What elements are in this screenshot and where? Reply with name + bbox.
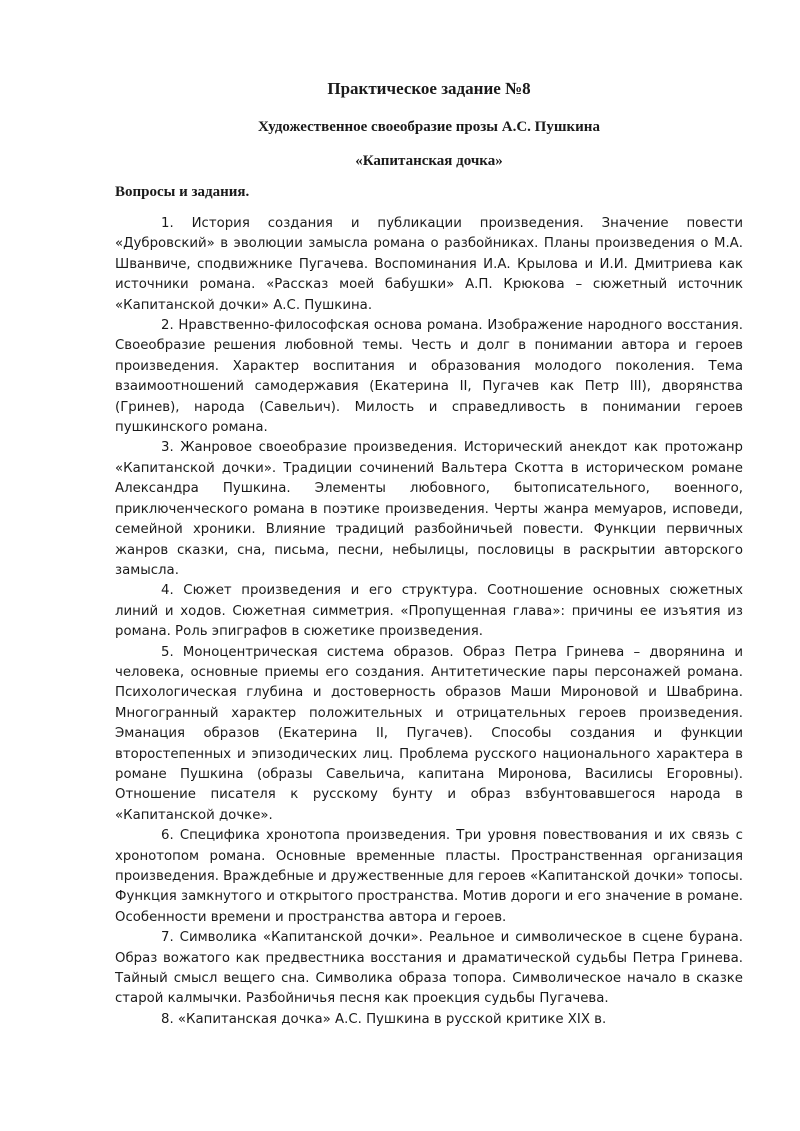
question-item-8: 8. «Капитанская дочка» А.С. Пушкина в русской критике XIX в. (161, 1011, 607, 1027)
question-item-7: 7. Символика «Капитанской дочки». Реальное и символическое в сцене бурана. Образ вожатого как предвестника восстания и драматической судьбы Петра Гринева. Тайный смысл вещего сна. Символика образа топора. Символическое начало в сказке старой калмычки. Разбойничья песня как проекция судьбы Пугачева. (115, 930, 743, 1007)
work-title: «Капитанская дочка» (355, 153, 503, 169)
question-list (115, 214, 743, 1030)
question-item-6: 6. Специфика хронотопа произведения. Три уровня повествования и их связь с хронотопом романа. Основные временные пласты. Пространственная организация произведения. Враждебные и дружественные для героев «Капитанской дочки» топосы. Функция замкнутого и открытого пространства. Мотив дороги и его значение в романе. Особенности времени и пространства автора и героев. (115, 828, 743, 925)
page-title: Практическое задание №8 (327, 79, 531, 98)
question-item-4: 4. Сюжет произведения и его структура. Соотношение основных сюжетных линий и ходов. Сюжетная симметрия. «Пропущенная глава»: причины ее изъятия из романа. Роль эпиграфов в сюжетике произведения. (115, 583, 743, 640)
question-item-1: 1. История создания и публикации произведения. Значение повести «Дубровский» в эволюции замысла романа о разбойниках. Планы произведения о М.А. Шванвиче, сподвижнике Пугачева. Воспоминания И.А. Крылова и И.И. Дмитриева как источники романа. «Рассказ моей бабушки» А.П. Крюкова – сюжетный источник «Капитанской дочки» А.С. Пушкина. (115, 216, 743, 313)
question-item-5: 5. Моноцентрическая система образов. Образ Петра Гринева – дворянина и человека, основные приемы его создания. Антитетические пары персонажей романа. Психологическая глубина и достоверность образов Маши Мироновой и Швабрина. Многогранный характер положительных и отрицательных героев произведения. Эманация образов (Екатерина II, Пугачев). Способы создания и функции второстепенных и эпизодических лиц. Проблема русского национального характера в романе Пушкина (образы Савельича, капитана Миронова, Василисы Егоровны). Отношение писателя к русскому бунту и образ взбунтовавшегося народа в «Капитанской дочке». (115, 644, 743, 823)
section-heading: Вопросы и задания. (115, 184, 250, 200)
question-item-2: 2. Нравственно-философская основа романа. Изображение народного восстания. Своеобразие решения любовной темы. Честь и долг в понимании автора и героев произведения. Характер воспитания и образования молодого поколения. Тема взаимоотношений самодержавия (Екатерина II, Пугачев как Петр III), дворянства (Гринев), народа (Савельич). Милость и справедливость в понимании героев пушкинского романа. (115, 318, 743, 436)
question-item-3: 3. Жанровое своеобразие произведения. Исторический анекдот как протожанр «Капитанской дочки». Традиции сочинений Вальтера Скотта в историческом романе Александра Пушкина. Элементы любовного, бытописательного, военного, приключенческого романа в поэтике произведения. Черты жанра мемуаров, исповеди, семейной хроники. Влияние традиций разбойничьей повести. Функции первичных жанров сказки, сна, письма, песни, небылицы, пословицы в раскрытии авторского замысла. (115, 440, 743, 578)
document-page (115, 72, 743, 1030)
page-subtitle: Художественное своеобразие прозы А.С. Пушкина (258, 119, 600, 135)
